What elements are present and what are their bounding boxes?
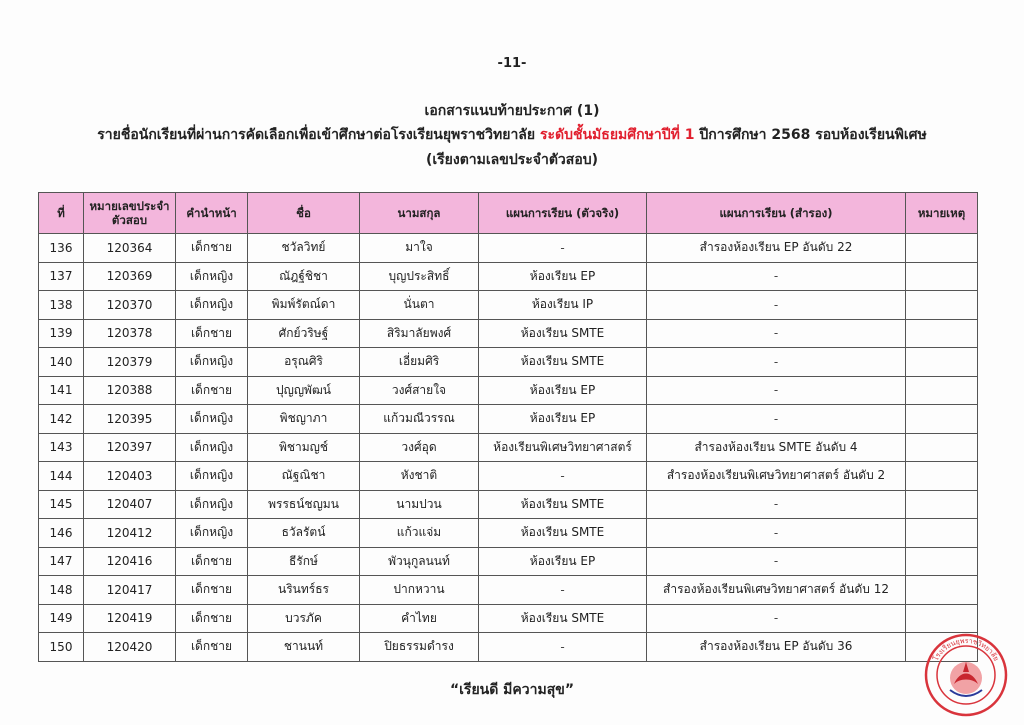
school-seal xyxy=(920,632,1012,718)
row-remark xyxy=(906,291,978,320)
table-row xyxy=(39,633,978,662)
table-row xyxy=(39,291,978,320)
row-last-name: ปิยธรรมดำรง xyxy=(360,633,479,662)
row-remark xyxy=(906,234,978,263)
subtitle-grade-level: ระดับชั้นมัธยมศึกษาปีที่ 1 xyxy=(539,127,695,143)
row-title: เด็กหญิง xyxy=(176,291,248,320)
table-row xyxy=(39,519,978,548)
row-no: 140 xyxy=(39,348,84,377)
row-remark xyxy=(906,547,978,576)
row-plan-actual: ห้องเรียน EP xyxy=(479,376,647,405)
row-last-name: เอี่ยมศิริ xyxy=(360,348,479,377)
row-first-name: ธวัลรัตน์ xyxy=(248,519,360,548)
row-plan-actual: ห้องเรียน SMTE xyxy=(479,490,647,519)
row-last-name: นั่นตา xyxy=(360,291,479,320)
table-row xyxy=(39,262,978,291)
row-exam-id: 120417 xyxy=(84,576,176,605)
row-last-name: วงศ์สายใจ xyxy=(360,376,479,405)
table-row xyxy=(39,462,978,491)
table-row xyxy=(39,490,978,519)
row-first-name: ปุญญพัฒน์ xyxy=(248,376,360,405)
row-first-name: พิชญาภา xyxy=(248,405,360,434)
row-plan-actual: ห้องเรียน SMTE xyxy=(479,519,647,548)
subtitle-suffix: ปีการศึกษา 2568 รอบห้องเรียนพิเศษ xyxy=(694,127,927,143)
row-last-name: มาใจ xyxy=(360,234,479,263)
row-remark xyxy=(906,405,978,434)
row-title: เด็กหญิง xyxy=(176,262,248,291)
row-exam-id: 120379 xyxy=(84,348,176,377)
header-no: ที่ xyxy=(39,193,84,234)
row-exam-id: 120416 xyxy=(84,547,176,576)
row-first-name: ชวัลวิทย์ xyxy=(248,234,360,263)
row-last-name: นามปวน xyxy=(360,490,479,519)
row-plan-reserve: - xyxy=(647,376,906,405)
row-exam-id: 120403 xyxy=(84,462,176,491)
row-plan-actual: ห้องเรียน SMTE xyxy=(479,348,647,377)
row-title: เด็กหญิง xyxy=(176,462,248,491)
row-last-name: บุญประสิทธิ์ xyxy=(360,262,479,291)
row-exam-id: 120388 xyxy=(84,376,176,405)
table-row xyxy=(39,576,978,605)
row-exam-id: 120395 xyxy=(84,405,176,434)
row-plan-reserve: - xyxy=(647,547,906,576)
table-body xyxy=(39,234,978,662)
row-remark xyxy=(906,604,978,633)
row-title: เด็กหญิง xyxy=(176,490,248,519)
row-remark xyxy=(906,376,978,405)
row-exam-id: 120378 xyxy=(84,319,176,348)
row-plan-actual: ห้องเรียน EP xyxy=(479,547,647,576)
document-subtitle xyxy=(0,124,1024,146)
row-first-name: พิมพ์รัตณ์ดา xyxy=(248,291,360,320)
table-row xyxy=(39,604,978,633)
row-no: 138 xyxy=(39,291,84,320)
row-title: เด็กชาย xyxy=(176,319,248,348)
row-title: เด็กชาย xyxy=(176,633,248,662)
row-title: เด็กหญิง xyxy=(176,519,248,548)
row-title: เด็กชาย xyxy=(176,547,248,576)
school-motto: “เรียนดี มีความสุข” xyxy=(449,682,575,698)
row-plan-reserve: - xyxy=(647,348,906,377)
row-plan-reserve: - xyxy=(647,319,906,348)
row-last-name: ปากหวาน xyxy=(360,576,479,605)
row-plan-reserve: สำรองห้องเรียน EP อันดับ 36 xyxy=(647,633,906,662)
row-no: 141 xyxy=(39,376,84,405)
row-plan-actual: ห้องเรียน EP xyxy=(479,262,647,291)
document-title: เอกสารแนบท้ายประกาศ (1) xyxy=(424,103,600,119)
row-plan-reserve: - xyxy=(647,262,906,291)
table-row xyxy=(39,433,978,462)
row-last-name: สิริมาลัยพงศ์ xyxy=(360,319,479,348)
row-remark xyxy=(906,433,978,462)
row-exam-id: 120370 xyxy=(84,291,176,320)
row-title: เด็กชาย xyxy=(176,234,248,263)
row-first-name: ณัฎฐ์ชิชา xyxy=(248,262,360,291)
row-first-name: บวรภัค xyxy=(248,604,360,633)
table-row xyxy=(39,376,978,405)
row-title: เด็กหญิง xyxy=(176,348,248,377)
row-last-name: แก้วแจ่ม xyxy=(360,519,479,548)
row-no: 139 xyxy=(39,319,84,348)
row-plan-reserve: สำรองห้องเรียนพิเศษวิทยาศาสตร์ อันดับ 12 xyxy=(647,576,906,605)
row-last-name: วงศ์อุด xyxy=(360,433,479,462)
row-remark xyxy=(906,462,978,491)
table-row xyxy=(39,547,978,576)
row-last-name: แก้วมณีวรรณ xyxy=(360,405,479,434)
row-first-name: ธีรักษ์ xyxy=(248,547,360,576)
seal-text: โรงเรียนยุพราชวิทยาลัย xyxy=(931,636,1001,663)
header-last-name: นามสกุล xyxy=(360,193,479,234)
row-first-name: พรรธน์ชญมน xyxy=(248,490,360,519)
row-first-name: อรุณศิริ xyxy=(248,348,360,377)
row-plan-actual: ห้องเรียนพิเศษวิทยาศาสตร์ xyxy=(479,433,647,462)
row-plan-actual: ห้องเรียน SMTE xyxy=(479,319,647,348)
header-plan-actual: แผนการเรียน (ตัวจริง) xyxy=(479,193,647,234)
row-last-name: พัวนุกูลนนท์ xyxy=(360,547,479,576)
header-first-name: ชื่อ xyxy=(248,193,360,234)
row-last-name: คำไทย xyxy=(360,604,479,633)
row-no: 144 xyxy=(39,462,84,491)
header-title: คำนำหน้า xyxy=(176,193,248,234)
row-remark xyxy=(906,576,978,605)
row-plan-reserve: - xyxy=(647,519,906,548)
row-plan-reserve: - xyxy=(647,604,906,633)
row-title: เด็กชาย xyxy=(176,604,248,633)
row-title: เด็กหญิง xyxy=(176,405,248,434)
row-no: 147 xyxy=(39,547,84,576)
row-plan-actual: ห้องเรียน SMTE xyxy=(479,604,647,633)
row-exam-id: 120412 xyxy=(84,519,176,548)
row-remark xyxy=(906,348,978,377)
row-no: 149 xyxy=(39,604,84,633)
row-plan-actual: ห้องเรียน IP xyxy=(479,291,647,320)
row-plan-reserve: สำรองห้องเรียนพิเศษวิทยาศาสตร์ อันดับ 2 xyxy=(647,462,906,491)
row-no: 150 xyxy=(39,633,84,662)
row-no: 148 xyxy=(39,576,84,605)
row-no: 137 xyxy=(39,262,84,291)
table-row xyxy=(39,234,978,263)
row-title: เด็กชาย xyxy=(176,576,248,605)
row-first-name: นรินทร์ธร xyxy=(248,576,360,605)
row-plan-reserve: - xyxy=(647,405,906,434)
subtitle-prefix: รายชื่อนักเรียนที่ผ่านการคัดเลือกเพื่อเข้าศึกษาต่อโรงเรียนยุพราชวิทยาลัย xyxy=(97,127,540,143)
row-no: 136 xyxy=(39,234,84,263)
row-title: เด็กชาย xyxy=(176,376,248,405)
row-first-name: ชานนท์ xyxy=(248,633,360,662)
row-first-name: ศักย์วริษฐ์ xyxy=(248,319,360,348)
row-exam-id: 120397 xyxy=(84,433,176,462)
row-exam-id: 120369 xyxy=(84,262,176,291)
document-sort-note: (เรียงตามเลขประจำตัวสอบ) xyxy=(425,152,599,168)
row-plan-actual: ห้องเรียน EP xyxy=(479,405,647,434)
header-plan-reserve: แผนการเรียน (สำรอง) xyxy=(647,193,906,234)
header-exam-id: หมายเลขประจำตัวสอบ xyxy=(84,193,176,234)
table-row xyxy=(39,319,978,348)
row-first-name: ณัฐณิชา xyxy=(248,462,360,491)
table-header-row xyxy=(39,193,978,234)
student-roster-table xyxy=(38,192,978,662)
row-plan-actual: - xyxy=(479,462,647,491)
row-exam-id: 120364 xyxy=(84,234,176,263)
row-first-name: พิชามญช์ xyxy=(248,433,360,462)
table-row xyxy=(39,348,978,377)
row-no: 145 xyxy=(39,490,84,519)
row-remark xyxy=(906,262,978,291)
row-exam-id: 120419 xyxy=(84,604,176,633)
row-remark xyxy=(906,519,978,548)
table-row xyxy=(39,405,978,434)
row-plan-actual: - xyxy=(479,576,647,605)
row-title: เด็กหญิง xyxy=(176,433,248,462)
row-exam-id: 120407 xyxy=(84,490,176,519)
row-no: 142 xyxy=(39,405,84,434)
row-exam-id: 120420 xyxy=(84,633,176,662)
row-plan-reserve: - xyxy=(647,291,906,320)
row-plan-reserve: - xyxy=(647,490,906,519)
row-last-name: หังชาติ xyxy=(360,462,479,491)
row-plan-actual: - xyxy=(479,633,647,662)
row-remark xyxy=(906,490,978,519)
header-remark: หมายเหตุ xyxy=(906,193,978,234)
row-remark xyxy=(906,319,978,348)
page-number: -11- xyxy=(497,56,527,71)
row-plan-actual: - xyxy=(479,234,647,263)
row-plan-reserve: สำรองห้องเรียน SMTE อันดับ 4 xyxy=(647,433,906,462)
row-no: 146 xyxy=(39,519,84,548)
row-plan-reserve: สำรองห้องเรียน EP อันดับ 22 xyxy=(647,234,906,263)
row-no: 143 xyxy=(39,433,84,462)
